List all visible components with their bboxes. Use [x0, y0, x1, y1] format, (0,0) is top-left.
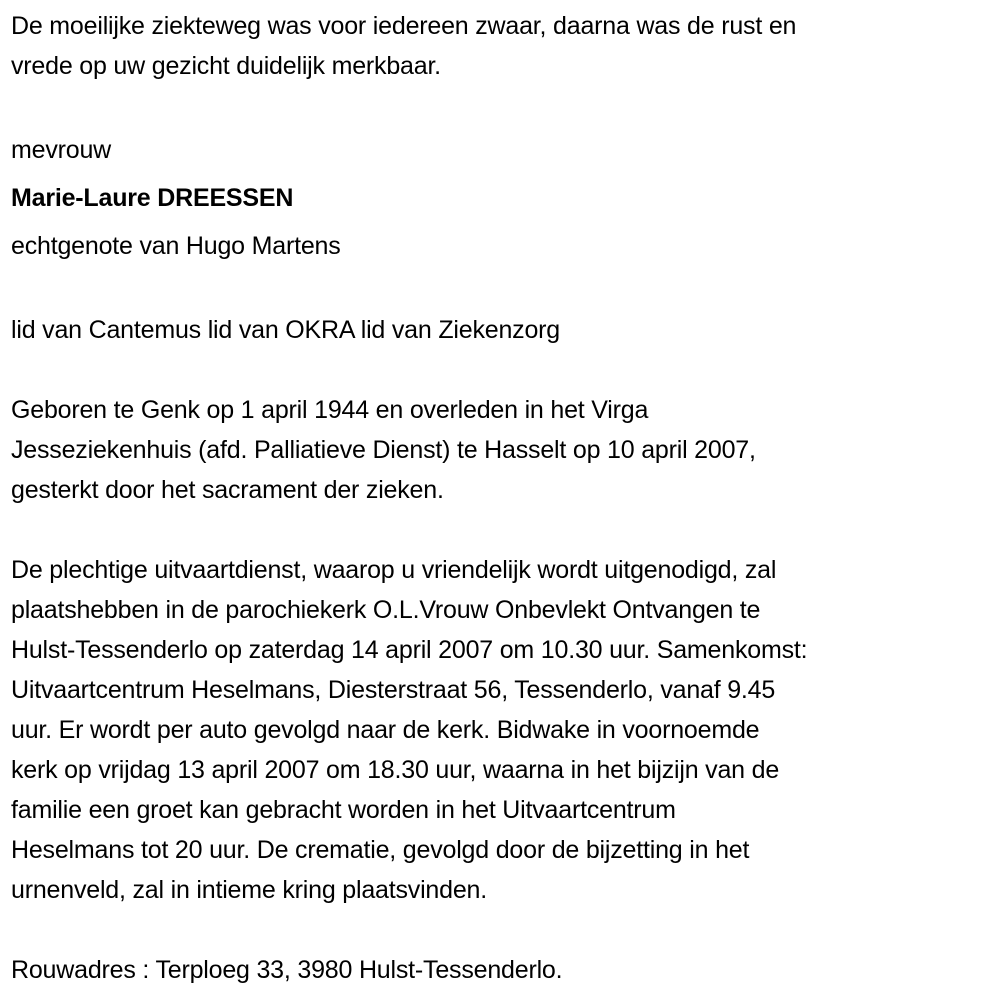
spacer — [11, 350, 1000, 390]
spacer — [11, 510, 1000, 550]
funeral-line: familie een groet kan gebracht worden in het Uitvaartcentrum — [11, 796, 676, 824]
funeral-paragraph — [11, 550, 1000, 910]
person-block — [11, 126, 1000, 270]
funeral-line: Hulst-Tessenderlo op zaterdag 14 april 2007 om 10.30 uur. Samenkomst: — [11, 636, 808, 664]
intro-line: vrede op uw gezicht duidelijk merkbaar. — [11, 52, 441, 80]
intro-line: De moeilijke ziekteweg was voor iedereen zwaar, daarna was de rust en — [11, 12, 797, 40]
birth-death-line: Jesseziekenhuis (afd. Palliatieve Dienst) te Hasselt op 10 april 2007, — [11, 436, 756, 464]
birth-death-line: Geboren te Genk op 1 april 1944 en overleden in het Virga — [11, 396, 649, 424]
birth-death-line: gesterkt door het sacrament der zieken. — [11, 476, 444, 504]
funeral-line: urnenveld, zal in intieme kring plaatsvinden. — [11, 876, 487, 904]
spacer — [11, 270, 1000, 310]
spacer — [11, 910, 1000, 950]
spacer — [11, 86, 1000, 126]
funeral-line: Uitvaartcentrum Heselmans, Diesterstraat 56, Tessenderlo, vanaf 9.45 — [11, 676, 776, 704]
person-spouse: echtgenote van Hugo Martens — [11, 232, 341, 260]
person-name: Marie-Laure DREESSEN — [11, 184, 294, 212]
funeral-line: De plechtige uitvaartdienst, waarop u vriendelijk wordt uitgenodigd, zal — [11, 556, 777, 584]
intro-paragraph — [11, 6, 1000, 86]
person-title: mevrouw — [11, 136, 112, 164]
funeral-line: Heselmans tot 20 uur. De crematie, gevolgd door de bijzetting in het — [11, 836, 750, 864]
funeral-line: kerk op vrijdag 13 april 2007 om 18.30 uur, waarna in het bijzijn van de — [11, 756, 780, 784]
birth-death-paragraph — [11, 390, 1000, 510]
funeral-line: uur. Er wordt per auto gevolgd naar de kerk. Bidwake in voornoemde — [11, 716, 760, 744]
mourning-address: Rouwadres : Terploeg 33, 3980 Hulst-Tessenderlo. — [11, 956, 563, 984]
funeral-line: plaatshebben in de parochiekerk O.L.Vrouw Onbevlekt Ontvangen te — [11, 596, 761, 624]
memberships-line: lid van Cantemus lid van OKRA lid van Ziekenzorg — [11, 316, 561, 344]
